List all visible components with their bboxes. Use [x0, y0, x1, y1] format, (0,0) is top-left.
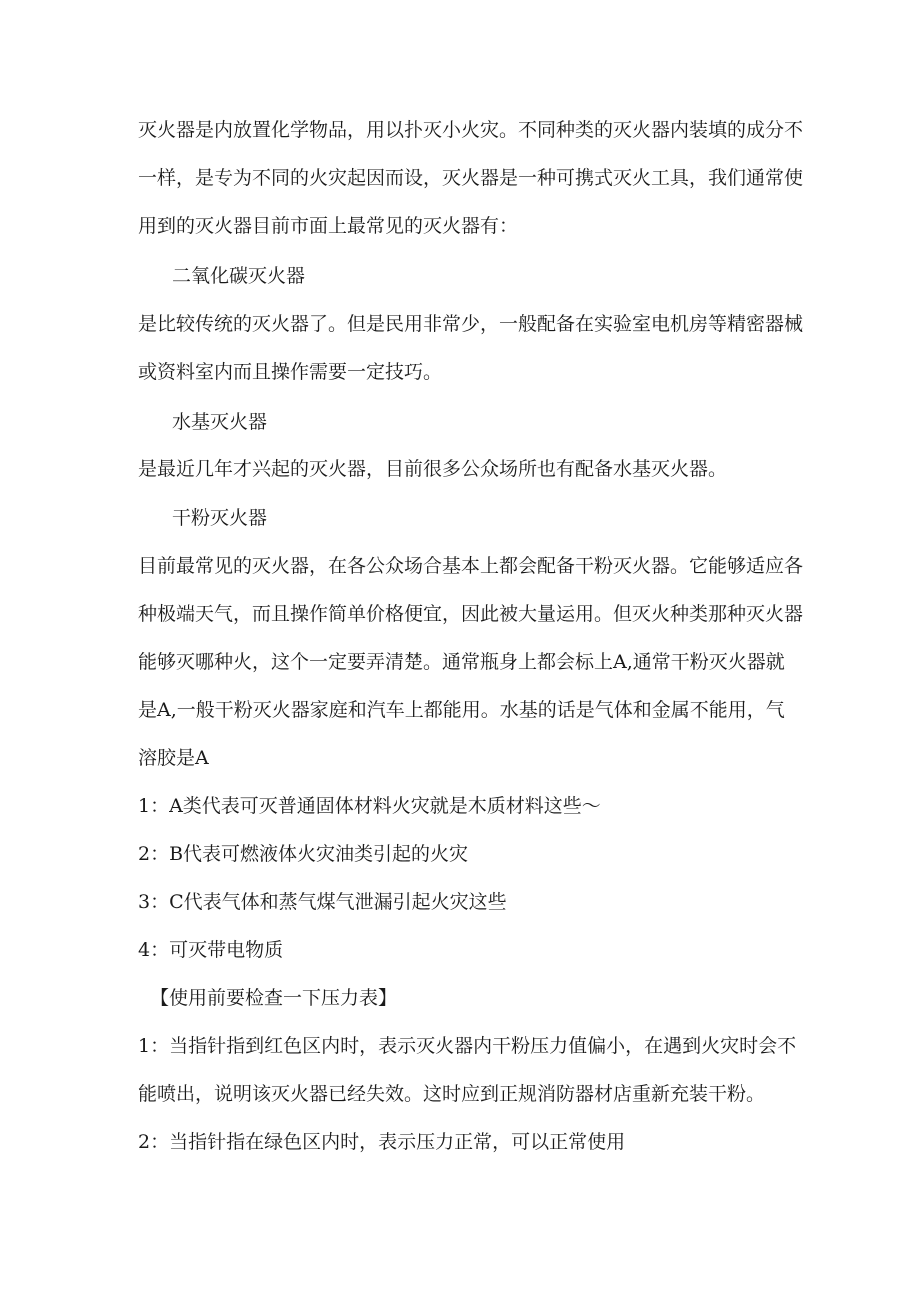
- class-item-b: 2：B代表可燃液体火灾油类引起的火灾: [138, 843, 469, 865]
- powder-line-5: 溶胶是A: [138, 747, 209, 769]
- check-heading: 【使用前要检查一下压力表】: [150, 987, 398, 1009]
- powder-heading: 干粉灭火器: [172, 507, 268, 529]
- co2-line-2: 或资料室内而且操作需要一定技巧。: [138, 361, 443, 383]
- class-item-c: 3：C代表气体和蒸气煤气泄漏引起火灾这些: [138, 891, 507, 913]
- check-line-2: 能喷出，说明该灭火器已经失效。这时应到正规消防器材店重新充装干粉。: [138, 1083, 766, 1105]
- co2-heading: 二氧化碳灭火器: [172, 265, 306, 287]
- check-line-3: 2：当指针指在绿色区内时，表示压力正常，可以正常使用: [138, 1131, 626, 1153]
- powder-line-1: 目前最常见的灭火器，在各公众场合基本上都会配备干粉灭火器。它能够适应各: [138, 555, 804, 577]
- water-line-1: 是最近几年才兴起的灭火器，目前很多公众场所也有配备水基灭火器。: [138, 458, 728, 480]
- powder-line-2: 种极端天气，而且操作简单价格便宜，因此被大量运用。但灭火种类那种灭火器: [138, 603, 804, 625]
- powder-line-3: 能够灭哪种火，这个一定要弄清楚。通常瓶身上都会标上A,通常干粉灭火器就: [138, 651, 785, 673]
- intro-line-3: 用到的灭火器目前市面上最常见的灭火器有：: [138, 215, 519, 237]
- intro-line-2: 一样，是专为不同的火灾起因而设，灭火器是一种可携式灭火工具，我们通常使: [138, 167, 804, 189]
- check-line-1: 1：当指针指到红色区内时，表示灭火器内干粉压力值偏小，在遇到火灾时会不: [138, 1035, 797, 1057]
- water-heading: 水基灭火器: [172, 411, 268, 433]
- class-item-electric: 4：可灭带电物质: [138, 939, 284, 961]
- class-item-a: 1：A类代表可灭普通固体材料火灾就是木质材料这些～: [138, 795, 601, 817]
- powder-line-4: 是A,一般干粉灭火器家庭和汽车上都能用。水基的话是气体和金属不能用，气: [138, 699, 785, 721]
- co2-line-1: 是比较传统的灭火器了。但是民用非常少，一般配备在实验室电机房等精密器械: [138, 313, 804, 335]
- intro-line-1: 灭火器是内放置化学物品，用以扑灭小火灾。不同种类的灭火器内装填的成分不: [138, 119, 804, 141]
